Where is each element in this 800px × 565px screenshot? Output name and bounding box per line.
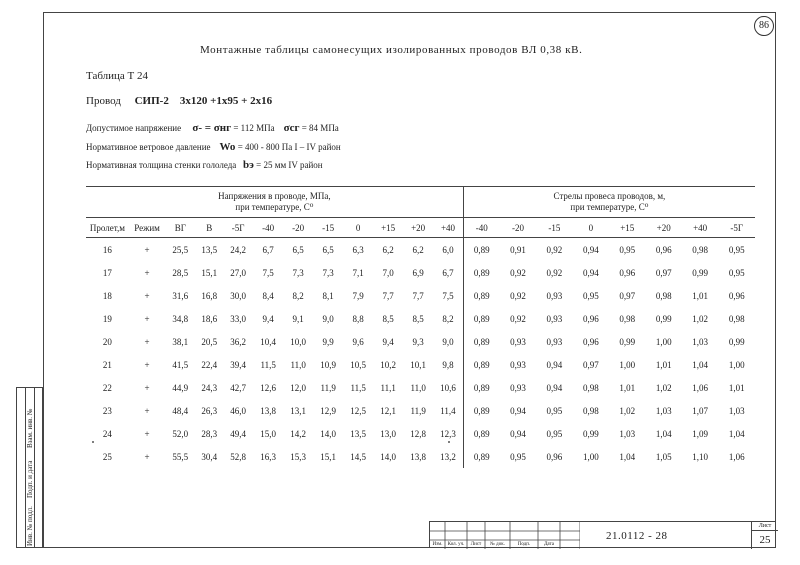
table-cell: 7,7 (412, 290, 424, 301)
table-cell: 0,89 (463, 399, 499, 422)
table-cell: 1,00 (728, 359, 745, 370)
title-block (429, 521, 776, 548)
table-cell: 9,8 (442, 359, 454, 370)
table-cell: 7,3 (322, 267, 334, 278)
table-cell: 22,4 (201, 359, 218, 370)
table-cell: 0,95 (728, 267, 745, 278)
param-value: = 400 - 800 Па I – IV район (237, 142, 341, 152)
table-cell: 0,89 (463, 284, 499, 307)
table-cell: 0,96 (546, 451, 563, 462)
table-cell: 0,89 (463, 445, 499, 468)
table-cell: 1,04 (619, 451, 636, 462)
table-cell: 0,96 (655, 244, 672, 255)
table-cell: 7,3 (292, 267, 304, 278)
table-cell: + (144, 244, 150, 255)
table-cell: 0,98 (582, 405, 599, 416)
table-row (86, 399, 755, 422)
table-cell: 16 (102, 244, 112, 255)
table-cell: 0,89 (463, 330, 499, 353)
installation-table (86, 186, 755, 468)
table-cell: + (144, 336, 150, 347)
column-header: Пролет,м (86, 218, 129, 238)
table-cell: 38,1 (172, 336, 189, 347)
table-cell: 0,98 (655, 290, 672, 301)
table-cell: 25 (102, 451, 112, 462)
table-cell: 6,0 (442, 244, 454, 255)
table-cell: 48,4 (172, 405, 189, 416)
table-cell: 44,9 (172, 382, 189, 393)
table-cell: 0,94 (510, 405, 526, 416)
param-label: Допустимое напряжение (86, 123, 182, 133)
column-header: В (195, 218, 223, 238)
table-cell: 8,5 (412, 313, 424, 324)
table-cell: 55,5 (172, 451, 189, 462)
side-stamp-signature: Подп. и дата (26, 460, 34, 498)
table-cell: 12,3 (440, 428, 456, 439)
table-cell: 1,04 (692, 359, 709, 370)
param-label: Нормативное ветровое давление (86, 142, 211, 152)
param-value: = 112 МПа (233, 123, 275, 133)
param-wind (86, 141, 341, 153)
table-cell: 13,8 (410, 451, 427, 462)
page-number: 86 (754, 16, 774, 36)
table-cell: 6,7 (262, 244, 274, 255)
table-cell: 7,0 (382, 267, 394, 278)
table-cell: 21 (102, 359, 112, 370)
table-cell: 0,89 (463, 376, 499, 399)
table-cell: 15,1 (201, 267, 218, 278)
column-header-row (86, 218, 755, 238)
column-header: +40 (682, 218, 718, 238)
table-cell: 0,92 (510, 267, 526, 278)
param-symbol: bэ (243, 159, 254, 171)
table-cell: 14,0 (380, 451, 397, 462)
table-cell: 9,6 (352, 336, 364, 347)
column-header: 0 (573, 218, 609, 238)
param-label: Нормативная толщина стенки гололеда (86, 160, 237, 170)
table-cell: 20,5 (201, 336, 218, 347)
table-cell: 7,9 (352, 290, 364, 301)
table-cell: 31,6 (172, 290, 189, 301)
table-cell: 0,95 (582, 290, 599, 301)
stress-header-line-1: Напряжения в проводе, МПа, (218, 191, 331, 201)
table-cell: 11,5 (350, 382, 366, 393)
table-cell: 0,93 (510, 336, 526, 347)
column-header: -15 (536, 218, 572, 238)
table-cell: 13,5 (350, 428, 367, 439)
table-cell: 9,4 (262, 313, 274, 324)
table-cell: 0,98 (619, 313, 636, 324)
table-cell: 0,94 (546, 382, 563, 393)
table-cell: 0,93 (510, 359, 526, 370)
table-cell: 1,03 (728, 405, 745, 416)
column-header: +15 (609, 218, 645, 238)
table-cell: 10,1 (410, 359, 427, 370)
table-cell: 18,6 (201, 313, 218, 324)
title-block-header: Лист (470, 542, 482, 547)
table-cell: 28,5 (172, 267, 189, 278)
table-cell: 8,8 (352, 313, 364, 324)
side-stamp (16, 387, 43, 548)
table-cell: 1,01 (619, 382, 636, 393)
param-value-2: = 84 МПа (301, 123, 339, 133)
column-header: +40 (433, 218, 463, 238)
column-header: -40 (253, 218, 283, 238)
table-cell: 6,3 (352, 244, 364, 255)
sheet-number: 25 (759, 534, 771, 546)
table-cell: 15,0 (260, 428, 277, 439)
table-row (86, 353, 755, 376)
table-cell: 9,4 (382, 336, 394, 347)
table-cell: 11,9 (410, 405, 426, 416)
table-row (86, 330, 755, 353)
table-cell: 1,00 (655, 336, 672, 347)
table-cell: 0,92 (546, 244, 563, 255)
table-cell: 0,94 (582, 244, 599, 255)
table-cell: 15,3 (290, 451, 307, 462)
column-header: +15 (373, 218, 403, 238)
table-cell: 26,3 (201, 405, 218, 416)
table-cell: 0,99 (619, 336, 636, 347)
table-cell: 1,00 (619, 359, 636, 370)
table-cell: 7,1 (352, 267, 364, 278)
param-symbol: Wo (219, 141, 236, 153)
column-header: +20 (403, 218, 433, 238)
sheet-cell (751, 522, 777, 549)
column-header: -20 (283, 218, 313, 238)
table-cell: 19 (102, 313, 112, 324)
table-cell: 6,9 (412, 267, 424, 278)
table-cell: 1,03 (655, 405, 672, 416)
table-cell: + (144, 359, 150, 370)
table-cell: 9,1 (292, 313, 304, 324)
table-cell: 6,5 (292, 244, 304, 255)
table-cell: 1,10 (692, 451, 709, 462)
table-cell: 18 (102, 290, 112, 301)
document-title: Монтажные таблицы самонесущих изолированных проводов ВЛ 0,38 кВ. (200, 44, 583, 56)
table-cell: 11,1 (380, 382, 396, 393)
table-cell: 1,03 (692, 336, 709, 347)
table-cell: 0,92 (510, 313, 526, 324)
table-cell: 14,2 (290, 428, 307, 439)
table-cell: 0,96 (728, 290, 745, 301)
table-cell: 0,91 (510, 244, 526, 255)
param-symbol: σ- = σнг (192, 122, 232, 134)
param-symbol-2: σсг (283, 122, 300, 134)
table-cell: 12,1 (380, 405, 397, 416)
document-code: 21.0112 - 28 (606, 530, 668, 542)
table-row (86, 284, 755, 307)
table-cell: 0,93 (546, 336, 563, 347)
table-cell: 15,1 (320, 451, 337, 462)
table-cell: 9,9 (322, 336, 334, 347)
side-stamp-col (17, 388, 26, 547)
column-header: -40 (463, 218, 499, 238)
param-stress (86, 122, 339, 134)
table-cell: 24,2 (230, 244, 247, 255)
column-header: -5Г (718, 218, 755, 238)
table-cell: 10,4 (260, 336, 277, 347)
table-row (86, 261, 755, 284)
column-header: -5Г (223, 218, 253, 238)
table-cell: 13,8 (260, 405, 277, 416)
table-cell: + (144, 313, 150, 324)
table-cell: 0,96 (619, 267, 636, 278)
sheet-label: Лист (758, 523, 772, 529)
table-cell: 8,2 (292, 290, 304, 301)
stress-header-line-2: при температуре, С⁰ (235, 202, 314, 212)
table-row (86, 376, 755, 399)
table-cell: 0,94 (582, 267, 599, 278)
table-cell: 8,5 (382, 313, 394, 324)
table-cell: 30,4 (201, 451, 218, 462)
table-cell: 1,06 (728, 451, 745, 462)
table-cell: 0,98 (728, 313, 745, 324)
table-cell: 6,2 (382, 244, 394, 255)
table-cell: 36,2 (230, 336, 247, 347)
table-cell: 0,95 (546, 428, 563, 439)
table-cell: 27,0 (230, 267, 247, 278)
table-cell: 8,2 (442, 313, 454, 324)
table-cell: + (144, 405, 150, 416)
table-cell: 22 (102, 382, 112, 393)
column-header: +20 (646, 218, 682, 238)
table-cell: 16,8 (201, 290, 218, 301)
column-header: Режим (129, 218, 165, 238)
sheet-divider (752, 530, 778, 531)
table-cell: 0,93 (510, 382, 526, 393)
table-label: Таблица Т 24 (86, 70, 149, 82)
title-block-header: № док. (490, 542, 505, 547)
table-cell: 28,3 (201, 428, 218, 439)
table-cell: 11,4 (440, 405, 456, 416)
table-cell: 39,4 (230, 359, 247, 370)
wire-prefix: Провод (86, 95, 121, 107)
table-cell: 34,8 (172, 313, 189, 324)
table-cell: 13,1 (290, 405, 307, 416)
table-cell: 1,00 (582, 451, 599, 462)
table-row (86, 307, 755, 330)
wire-spec: 3х120 +1х95 + 2х16 (179, 95, 273, 107)
table-body (86, 238, 755, 469)
table-cell: 10,0 (290, 336, 307, 347)
table-cell: 1,06 (692, 382, 709, 393)
sag-header-line-1: Стрелы провеса проводов, м, (553, 191, 666, 201)
table-cell: 17 (102, 267, 112, 278)
table-cell: 0,96 (582, 336, 599, 347)
table-cell: 0,96 (582, 313, 599, 324)
table-cell: 46,0 (230, 405, 247, 416)
table-cell: 0,89 (463, 261, 499, 284)
table-cell: 12,0 (290, 382, 307, 393)
title-block-header: Дата (544, 542, 554, 547)
table-cell: 12,9 (320, 405, 337, 416)
table-cell: 13,5 (201, 244, 218, 255)
column-header: ВГ (165, 218, 195, 238)
table-cell: + (144, 451, 150, 462)
dot-mark (92, 441, 94, 443)
table-cell: 20 (102, 336, 112, 347)
table-cell: 24,3 (201, 382, 218, 393)
table-cell: 7,5 (262, 267, 274, 278)
table-cell: 12,8 (410, 428, 427, 439)
table-cell: 6,7 (442, 267, 454, 278)
table-cell: 1,02 (655, 382, 672, 393)
table-cell: 10,9 (320, 359, 337, 370)
table-cell: 8,4 (262, 290, 274, 301)
table-cell: 11,0 (410, 382, 426, 393)
table-cell: 0,92 (546, 267, 563, 278)
table-cell: 10,5 (350, 359, 367, 370)
table-cell: 0,98 (692, 244, 709, 255)
column-header: 0 (343, 218, 373, 238)
table-cell: 25,5 (172, 244, 189, 255)
table-cell: 9,0 (322, 313, 334, 324)
wire-name: СИП-2 (134, 95, 169, 107)
table-cell: 10,2 (380, 359, 397, 370)
table-cell: 12,5 (350, 405, 367, 416)
table-cell: 11,5 (260, 359, 276, 370)
table-cell: 1,01 (728, 382, 745, 393)
table-row (86, 445, 755, 468)
table-cell: 0,95 (728, 244, 745, 255)
table-cell: 0,93 (546, 313, 563, 324)
table-cell: 0,97 (582, 359, 599, 370)
table-cell: + (144, 382, 150, 393)
table-cell: 42,7 (230, 382, 247, 393)
table-cell: 49,4 (230, 428, 247, 439)
table-cell: 1,07 (692, 405, 709, 416)
table-cell: 0,97 (619, 290, 636, 301)
table-cell: 0,97 (655, 267, 672, 278)
table-cell: 1,02 (619, 405, 636, 416)
table-cell: 1,02 (692, 313, 709, 324)
table-cell: + (144, 428, 150, 439)
table-cell: 1,05 (655, 451, 672, 462)
title-block-grid (430, 522, 580, 549)
table-cell: + (144, 267, 150, 278)
side-stamp-replaced: Взам. инв. № (26, 408, 34, 448)
table-cell: 33,0 (230, 313, 247, 324)
wire-line (86, 95, 272, 107)
table-cell: 0,99 (692, 267, 709, 278)
table-cell: 12,6 (260, 382, 277, 393)
dot-mark (448, 441, 450, 443)
table-cell: 10,6 (440, 382, 456, 393)
table-cell: 13,0 (380, 428, 397, 439)
table-cell: 14,5 (350, 451, 367, 462)
table-cell: 23 (102, 405, 112, 416)
sag-header-line-2: при температуре, С⁰ (570, 202, 649, 212)
table-cell: 0,89 (463, 238, 499, 262)
table-cell: 0,99 (582, 428, 599, 439)
param-ice (86, 159, 323, 171)
table-cell: 0,95 (546, 405, 563, 416)
table-cell: 0,92 (510, 290, 526, 301)
table-cell: 0,89 (463, 353, 499, 376)
table-row (86, 238, 755, 262)
table-cell: 24 (102, 428, 112, 439)
table-cell: 0,93 (546, 290, 563, 301)
table-cell: 9,3 (412, 336, 424, 347)
column-header: -20 (500, 218, 536, 238)
table-cell: 0,98 (582, 382, 599, 393)
column-header: -15 (313, 218, 343, 238)
table-cell: 0,94 (510, 428, 526, 439)
table-cell: 13,2 (440, 451, 456, 462)
title-block-header: Изм. (432, 542, 443, 547)
table-cell: 14,0 (320, 428, 337, 439)
title-block-header: Подп. (517, 542, 531, 547)
table-cell: 41,5 (172, 359, 189, 370)
table-cell: 0,99 (728, 336, 745, 347)
table-cell: 52,8 (230, 451, 247, 462)
sag-group-header (463, 187, 755, 218)
table-cell: 0,95 (510, 451, 526, 462)
table-cell: 7,5 (442, 290, 454, 301)
table-cell: 8,1 (322, 290, 334, 301)
table-cell: 1,03 (619, 428, 636, 439)
table-cell: 16,3 (260, 451, 277, 462)
table-cell: 0,89 (463, 307, 499, 330)
table-cell: 6,5 (322, 244, 334, 255)
table-cell: 1,04 (655, 428, 672, 439)
table-cell: 30,0 (230, 290, 247, 301)
table-cell: 0,95 (619, 244, 636, 255)
table-cell: 11,0 (290, 359, 306, 370)
stress-group-header (86, 187, 463, 218)
table-cell: 52,0 (172, 428, 189, 439)
table-cell: 6,2 (412, 244, 424, 255)
table-cell: 1,01 (655, 359, 672, 370)
table-cell: 0,99 (655, 313, 672, 324)
table-cell: + (144, 290, 150, 301)
table-cell: 9,0 (442, 336, 454, 347)
table-cell: 1,04 (728, 428, 745, 439)
side-stamp-inventory: Инв. № подл. (26, 506, 34, 546)
table-cell: 1,09 (692, 428, 709, 439)
table-cell: 0,94 (546, 359, 563, 370)
table-cell: 0,89 (463, 422, 499, 445)
param-value: = 25 мм IV район (256, 160, 323, 170)
table-cell: 1,01 (692, 290, 709, 301)
table-cell: 7,7 (382, 290, 394, 301)
table-cell: 11,9 (320, 382, 336, 393)
table-row (86, 422, 755, 445)
title-block-header: Кол. уч. (447, 542, 465, 547)
